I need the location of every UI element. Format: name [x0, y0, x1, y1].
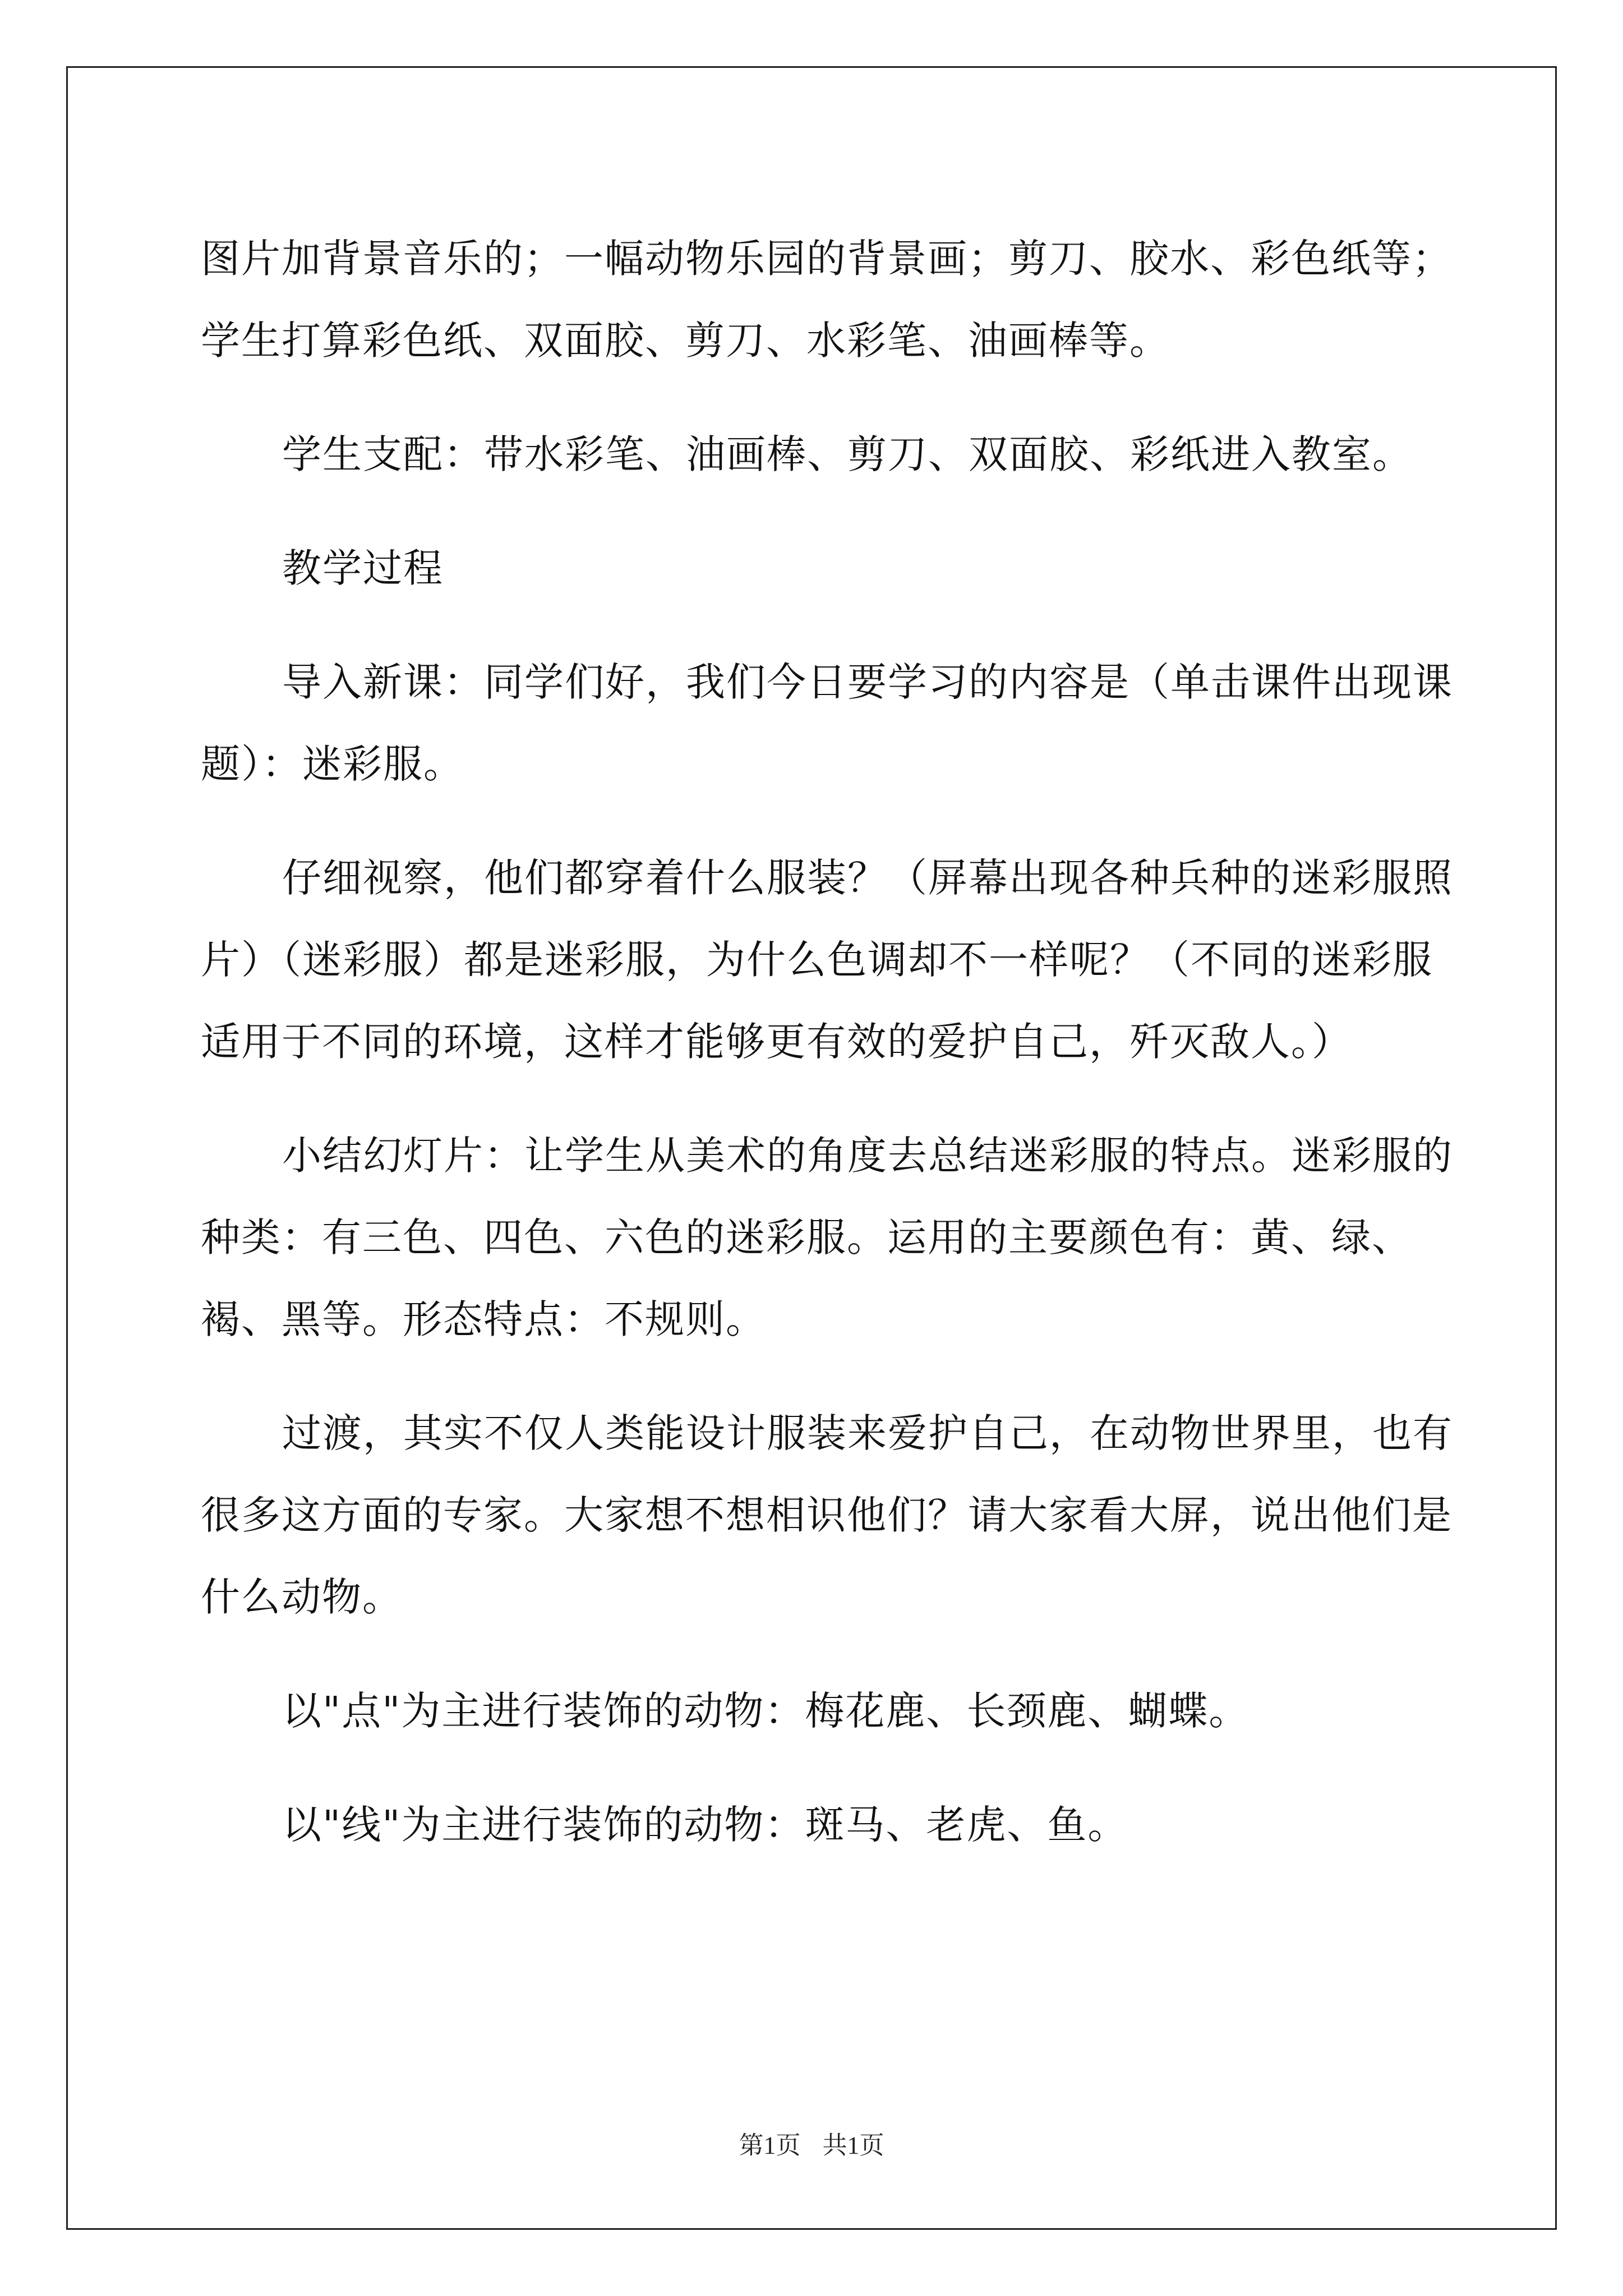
page-footer [0, 2129, 1623, 2162]
section-heading-teaching-process: 教学过程 [282, 545, 444, 591]
document-body [201, 218, 1463, 1898]
page-number: 第1页 [739, 2132, 801, 2159]
paragraph-student-prep: 学生支配：带水彩笔、油画棒、剪刀、双面胶、彩纸进入教室。 [282, 431, 1413, 477]
page-total: 共1页 [822, 2132, 884, 2159]
paragraph-summary-slide: 小结幻灯片：让学生从美术的角度去总结迷彩服的特点。迷彩服的种类：有三色、四色、六色的迷彩服。运用的主要颜色有：黄、绿、褐、黑等。形态特点：不规则。 [201, 1133, 1453, 1342]
paragraph-introduction: 导入新课：同学们好，我们今日要学习的内容是（单击课件出现课题）：迷彩服。 [201, 659, 1453, 787]
paragraph-observation: 仔细视察，他们都穿着什么服装？（屏幕出现各种兵种的迷彩服照片）（迷彩服）都是迷彩服，为什么色调却不一样呢？（不同的迷彩服适用于不同的环境，这样才能够更有效的爱护自己，歼灭敌人。） [201, 855, 1453, 1065]
paragraph-line-animals: 以"线"为主进行装饰的动物：斑马、老虎、鱼。 [282, 1802, 1128, 1848]
paragraph-dot-animals: 以"点"为主进行装饰的动物：梅花鹿、长颈鹿、蝴蝶。 [282, 1688, 1249, 1734]
paragraph-materials: 图片加背景音乐的；一幅动物乐园的背景画；剪刀、胶水、彩色纸等；学生打算彩色纸、双面胶、剪刀、水彩笔、油画棒等。 [201, 236, 1453, 364]
paragraph-transition: 过渡，其实不仅人类能设计服装来爱护自己，在动物世界里，也有很多这方面的专家。大家想不想相识他们？请大家看大屏，说出他们是什么动物。 [201, 1410, 1453, 1620]
